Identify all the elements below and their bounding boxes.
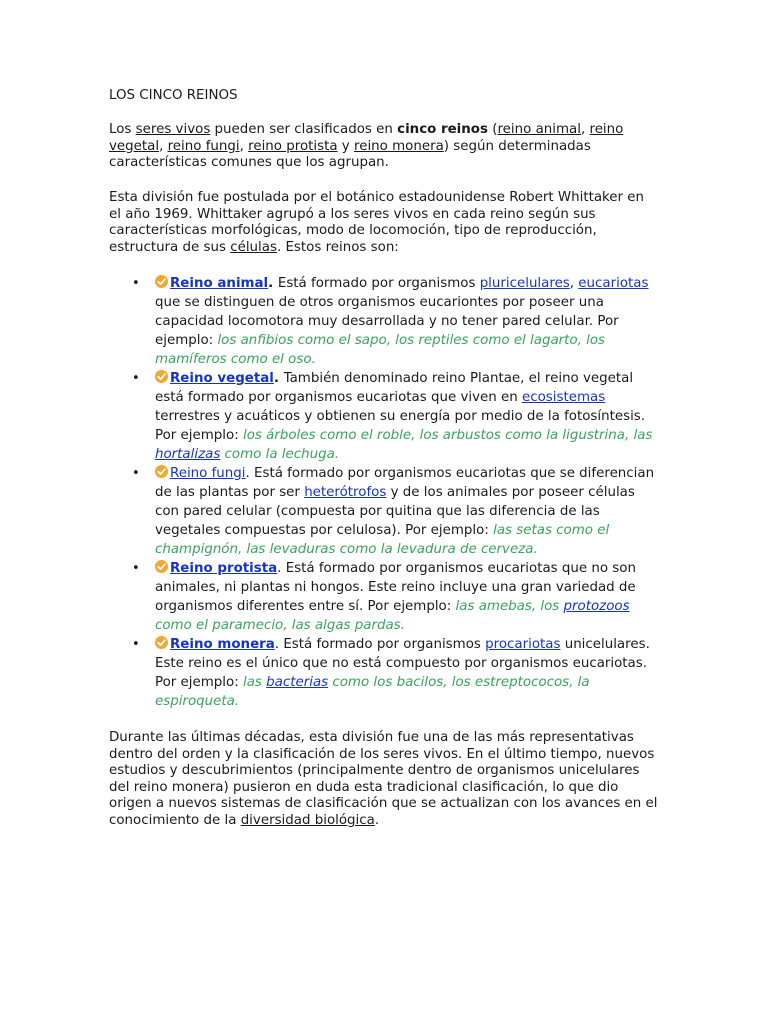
- reino-fungi-text-2: y de los animales por poseer células con pared celular (compuesta por quitina que las diferencia de las vegetales compuestas por celulosa). Por ejemplo:: [155, 485, 635, 538]
- check-circle-icon: [155, 370, 168, 383]
- bullet: •: [132, 276, 140, 291]
- example-text: los árboles como el roble, los arbustos como la ligustrina, las: [242, 428, 653, 443]
- link-seres-vivos[interactable]: seres vivos: [135, 122, 211, 137]
- list-item-reino-vegetal: [109, 369, 659, 464]
- intro-sep: y: [337, 138, 354, 154]
- example-text: como la lechuga.: [220, 447, 340, 462]
- list-item-reino-protista: [109, 559, 659, 635]
- reino-monera-text-2: unicelulares. Este reino es el único que no está compuesto por organismos eucariotas. Por ejemplo:: [155, 637, 650, 690]
- intro-bold: cinco reinos: [397, 122, 488, 137]
- link-reino-fungi[interactable]: reino fungi: [167, 138, 240, 154]
- reino-fungi-text-1: Está formado por organismos eucariotas que se diferencian de las plantas por ser: [155, 466, 655, 500]
- page-title: LOS CINCO REINOS: [109, 88, 238, 103]
- link-reino-monera[interactable]: reino monera: [354, 138, 444, 154]
- example-text: como el paramecio, las algas pardas.: [155, 618, 405, 633]
- list-item-reino-animal: [109, 274, 659, 369]
- reino-animal-text-2: que se distinguen de otros organismos eucariontes por poseer una capacidad locomotora muy desarrollada y no tener pared celular. Por ejemplo:: [155, 295, 619, 348]
- reino-animal-sep: ,: [569, 276, 579, 291]
- link-hortalizas[interactable]: hortalizas: [155, 447, 221, 462]
- heading-period: .: [274, 637, 284, 652]
- reino-animal-text-1: Está formado por organismos: [277, 276, 480, 291]
- list-item-reino-fungi: [109, 464, 659, 559]
- reino-vegetal-text-1: También denominado reino Plantae, el reino vegetal está formado por organismos eucariotas que viven en: [155, 371, 634, 405]
- link-diversidad-biologica[interactable]: diversidad biológica: [240, 812, 375, 828]
- link-heterotrofos[interactable]: heterótrofos: [304, 485, 387, 500]
- link-procariotas[interactable]: procariotas: [485, 637, 561, 652]
- closing-paragraph: [109, 730, 659, 830]
- reino-protista-text-1: Está formado por organismos eucariotas que no son animales, ni plantas ni hongos. Este reino incluye una gran variedad de organismos diferentes entre sí. Por ejemplo:: [155, 561, 636, 614]
- reino-vegetal-text-2: terrestres y acuáticos y obtienen su energía por medio de la fotosíntesis. Por ejemplo:: [155, 409, 646, 443]
- check-circle-icon: [155, 465, 168, 478]
- intro-text-3: (: [487, 122, 498, 137]
- link-celulas[interactable]: células: [230, 239, 277, 255]
- intro-paragraph: [109, 122, 659, 172]
- reino-monera-heading-link[interactable]: Reino monera: [170, 637, 275, 652]
- link-ecosistemas[interactable]: ecosistemas: [522, 390, 606, 405]
- reinos-list: [109, 274, 659, 711]
- bullet: •: [132, 561, 140, 576]
- reino-vegetal-heading-link[interactable]: Reino vegetal: [170, 371, 274, 386]
- intro-sep: ,: [580, 122, 590, 137]
- check-circle-icon: [155, 275, 168, 288]
- reino-animal-heading-link[interactable]: Reino animal: [170, 276, 269, 291]
- example-text: las: [242, 675, 267, 690]
- para3-text-2: .: [374, 812, 380, 828]
- whittaker-paragraph: [109, 190, 659, 256]
- bullet: •: [132, 371, 140, 386]
- intro-text-1: Los: [109, 122, 136, 137]
- reino-fungi-example: las setas como el champignón, las levaduras como la levadura de cerveza.: [155, 523, 610, 557]
- intro-text-4: ) según determinadas características comunes que los agrupan.: [109, 138, 591, 171]
- link-bacterias[interactable]: bacterias: [266, 675, 329, 690]
- link-eucariotas[interactable]: eucariotas: [578, 276, 649, 291]
- reino-animal-example: los anfibios como el sapo, los reptiles como el lagarto, los mamíferos como el oso.: [155, 333, 606, 367]
- bullet: •: [132, 637, 140, 652]
- link-reino-vegetal[interactable]: reino vegetal: [109, 122, 624, 154]
- example-text: las amebas, los: [455, 599, 564, 614]
- heading-period: .: [268, 276, 278, 291]
- intro-text-2: pueden ser clasificados en: [210, 122, 398, 137]
- list-item-reino-monera: [109, 635, 659, 711]
- intro-sep: ,: [239, 138, 249, 154]
- example-text: como los bacilos, los estreptococos, la espiroqueta.: [155, 675, 590, 709]
- para3-text-1: Durante las últimas décadas, esta división fue una de las más representativas dentro del orden y la clasificación de los seres vivos. En el último tiempo, nuevos estudios y descubrimientos (principalmente dentro de organismos unicelulares del reino monera) pusieron en duda esta tradicional clasificación, lo que dio origen a nuevos sistemas de clasificación que se actualizan con los avances en el conocimiento de la: [109, 730, 658, 828]
- para2-text-2: . Estos reinos son:: [276, 239, 399, 255]
- check-circle-icon: [155, 560, 168, 573]
- reino-protista-heading-link[interactable]: Reino protista: [170, 561, 278, 576]
- reino-fungi-heading-link[interactable]: Reino fungi: [170, 466, 246, 481]
- intro-sep: ,: [159, 138, 168, 154]
- heading-period: .: [277, 561, 286, 576]
- reino-monera-text-1: Está formado por organismos: [283, 637, 486, 652]
- link-protozoos[interactable]: protozoos: [563, 599, 630, 614]
- check-circle-icon: [155, 636, 168, 649]
- link-reino-protista[interactable]: reino protista: [248, 138, 338, 154]
- heading-period: .: [273, 371, 284, 386]
- heading-period: .: [245, 466, 255, 481]
- para2-text-1: Esta división fue postulada por el botánico estadounidense Robert Whittaker en el año 1969. Whittaker agrupó a los seres vivos en cada reino según sus características morfológicas, modo de locomoción, tipo de reproducción, estructura de sus: [109, 190, 645, 255]
- link-reino-animal[interactable]: reino animal: [497, 122, 581, 137]
- bullet: •: [132, 466, 140, 481]
- link-pluricelulares[interactable]: pluricelulares: [479, 276, 570, 291]
